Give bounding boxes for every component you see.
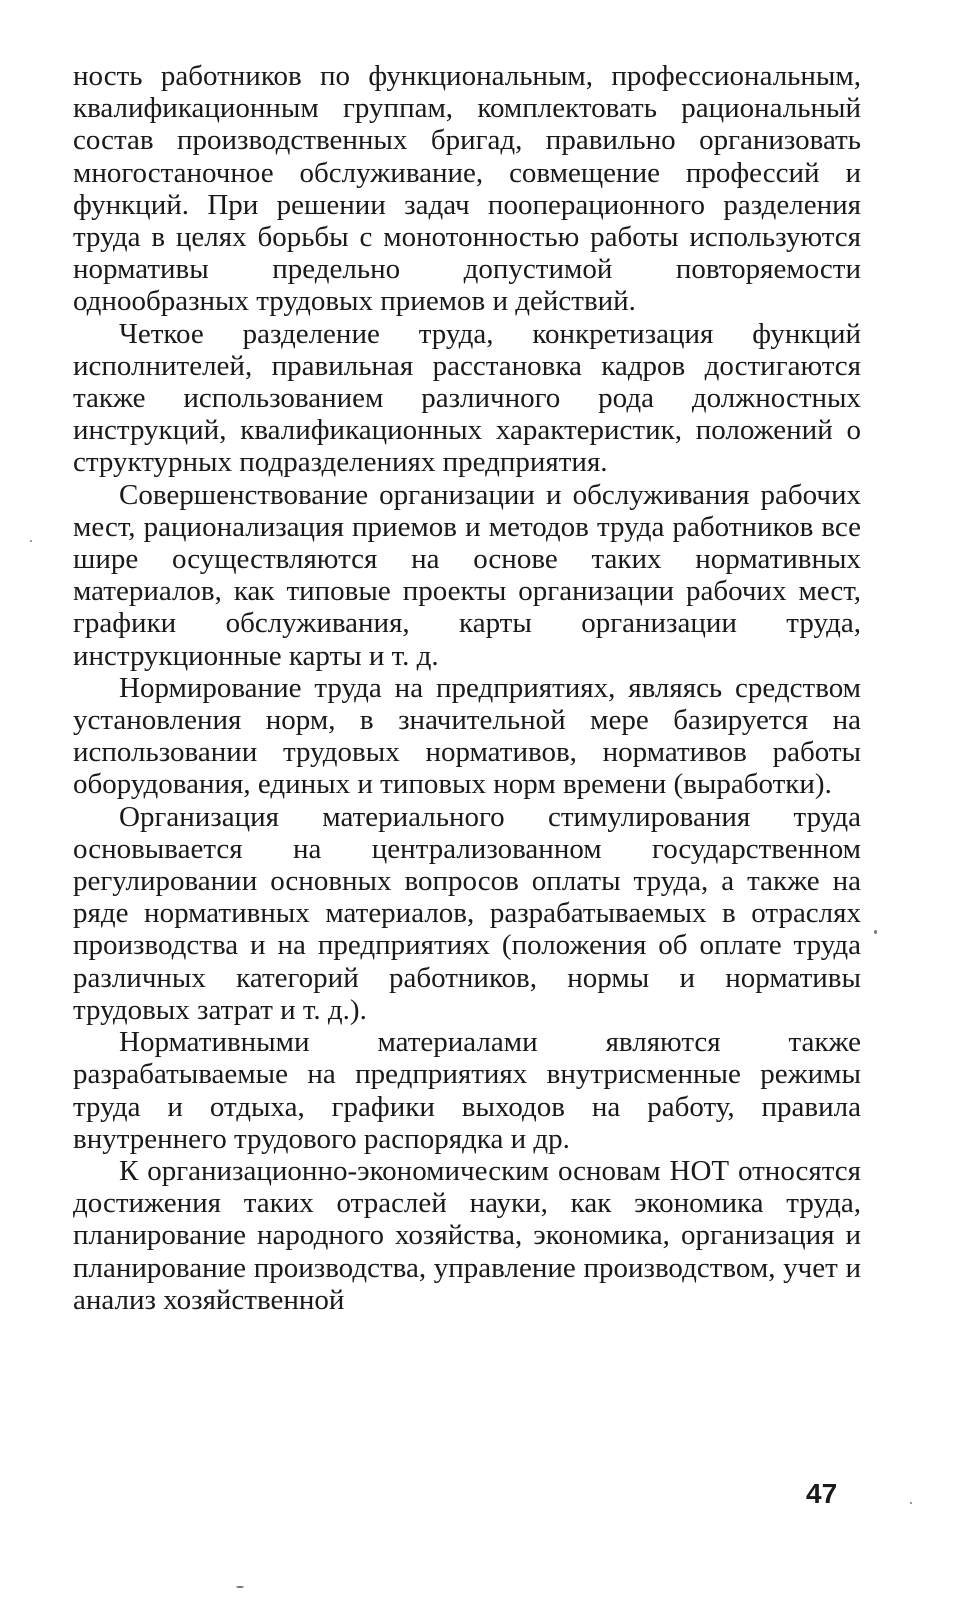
scan-speck [30, 540, 32, 542]
paragraph-5: Организация материального стимулирования труда основывается на централизованном государственном регулировании основных вопросов оплаты труда, а также на ряде нормативных материалов, разрабатываемых в отраслях производства и на предприятиях (положения об оплате труда различных категорий работников, нормы и нормативы трудовых затрат и т. д.). [73, 800, 861, 1026]
paragraph-4: Нормирование труда на предприятиях, являясь средством установления норм, в значительной мере базируется на использовании трудовых нормативов, нормативов работы оборудования, единых и типовых норм времени (выработки). [73, 671, 861, 801]
paragraph-7: К организационно-экономическим основам НОТ относятся достижения таких отраслей науки, как экономика труда, планирование народного хозяйства, экономика, организация и планирование производства, управление производством, учет и анализ хозяйственной [73, 1154, 861, 1316]
page-number: 47 [806, 1478, 838, 1509]
paragraph-3: Совершенствование организации и обслуживания рабочих мест, рационализация приемов и методов труда работников все шире осуществляются на основе таких нормативных материалов, как типовые проекты организации рабочих мест, графики обслуживания, карты организации труда, инструкционные карты и т. д. [73, 478, 861, 672]
page-body [73, 60, 861, 1316]
scan-speck [236, 1586, 244, 1588]
scan-speck [910, 1502, 912, 1504]
paragraph-6: Нормативными материалами являются также разрабатываемые на предприятиях внутрисменные режимы труда и отдыха, графики выходов на работу, правила внутреннего трудового распорядка и др. [73, 1026, 861, 1155]
scan-speck [874, 930, 877, 934]
paragraph-1: ность работников по функциональным, профессиональным, квалификационным группам, комплектовать рациональный состав производственных бригад, правильно организовать многостаночное обслуживание, совмещение профессий и функций. При решении задач пооперационного разделения труда в целях борьбы с монотонностью работы используются нормативы предельно допустимой повторяемости однообразных трудовых приемов и действий. [73, 60, 861, 318]
paragraph-2: Четкое разделение труда, конкретизация функций исполнителей, правильная расстановка кадров достигаются также использованием различного рода должностных инструкций, квалификационных характеристик, положений о структурных подразделениях предприятия. [73, 317, 861, 479]
